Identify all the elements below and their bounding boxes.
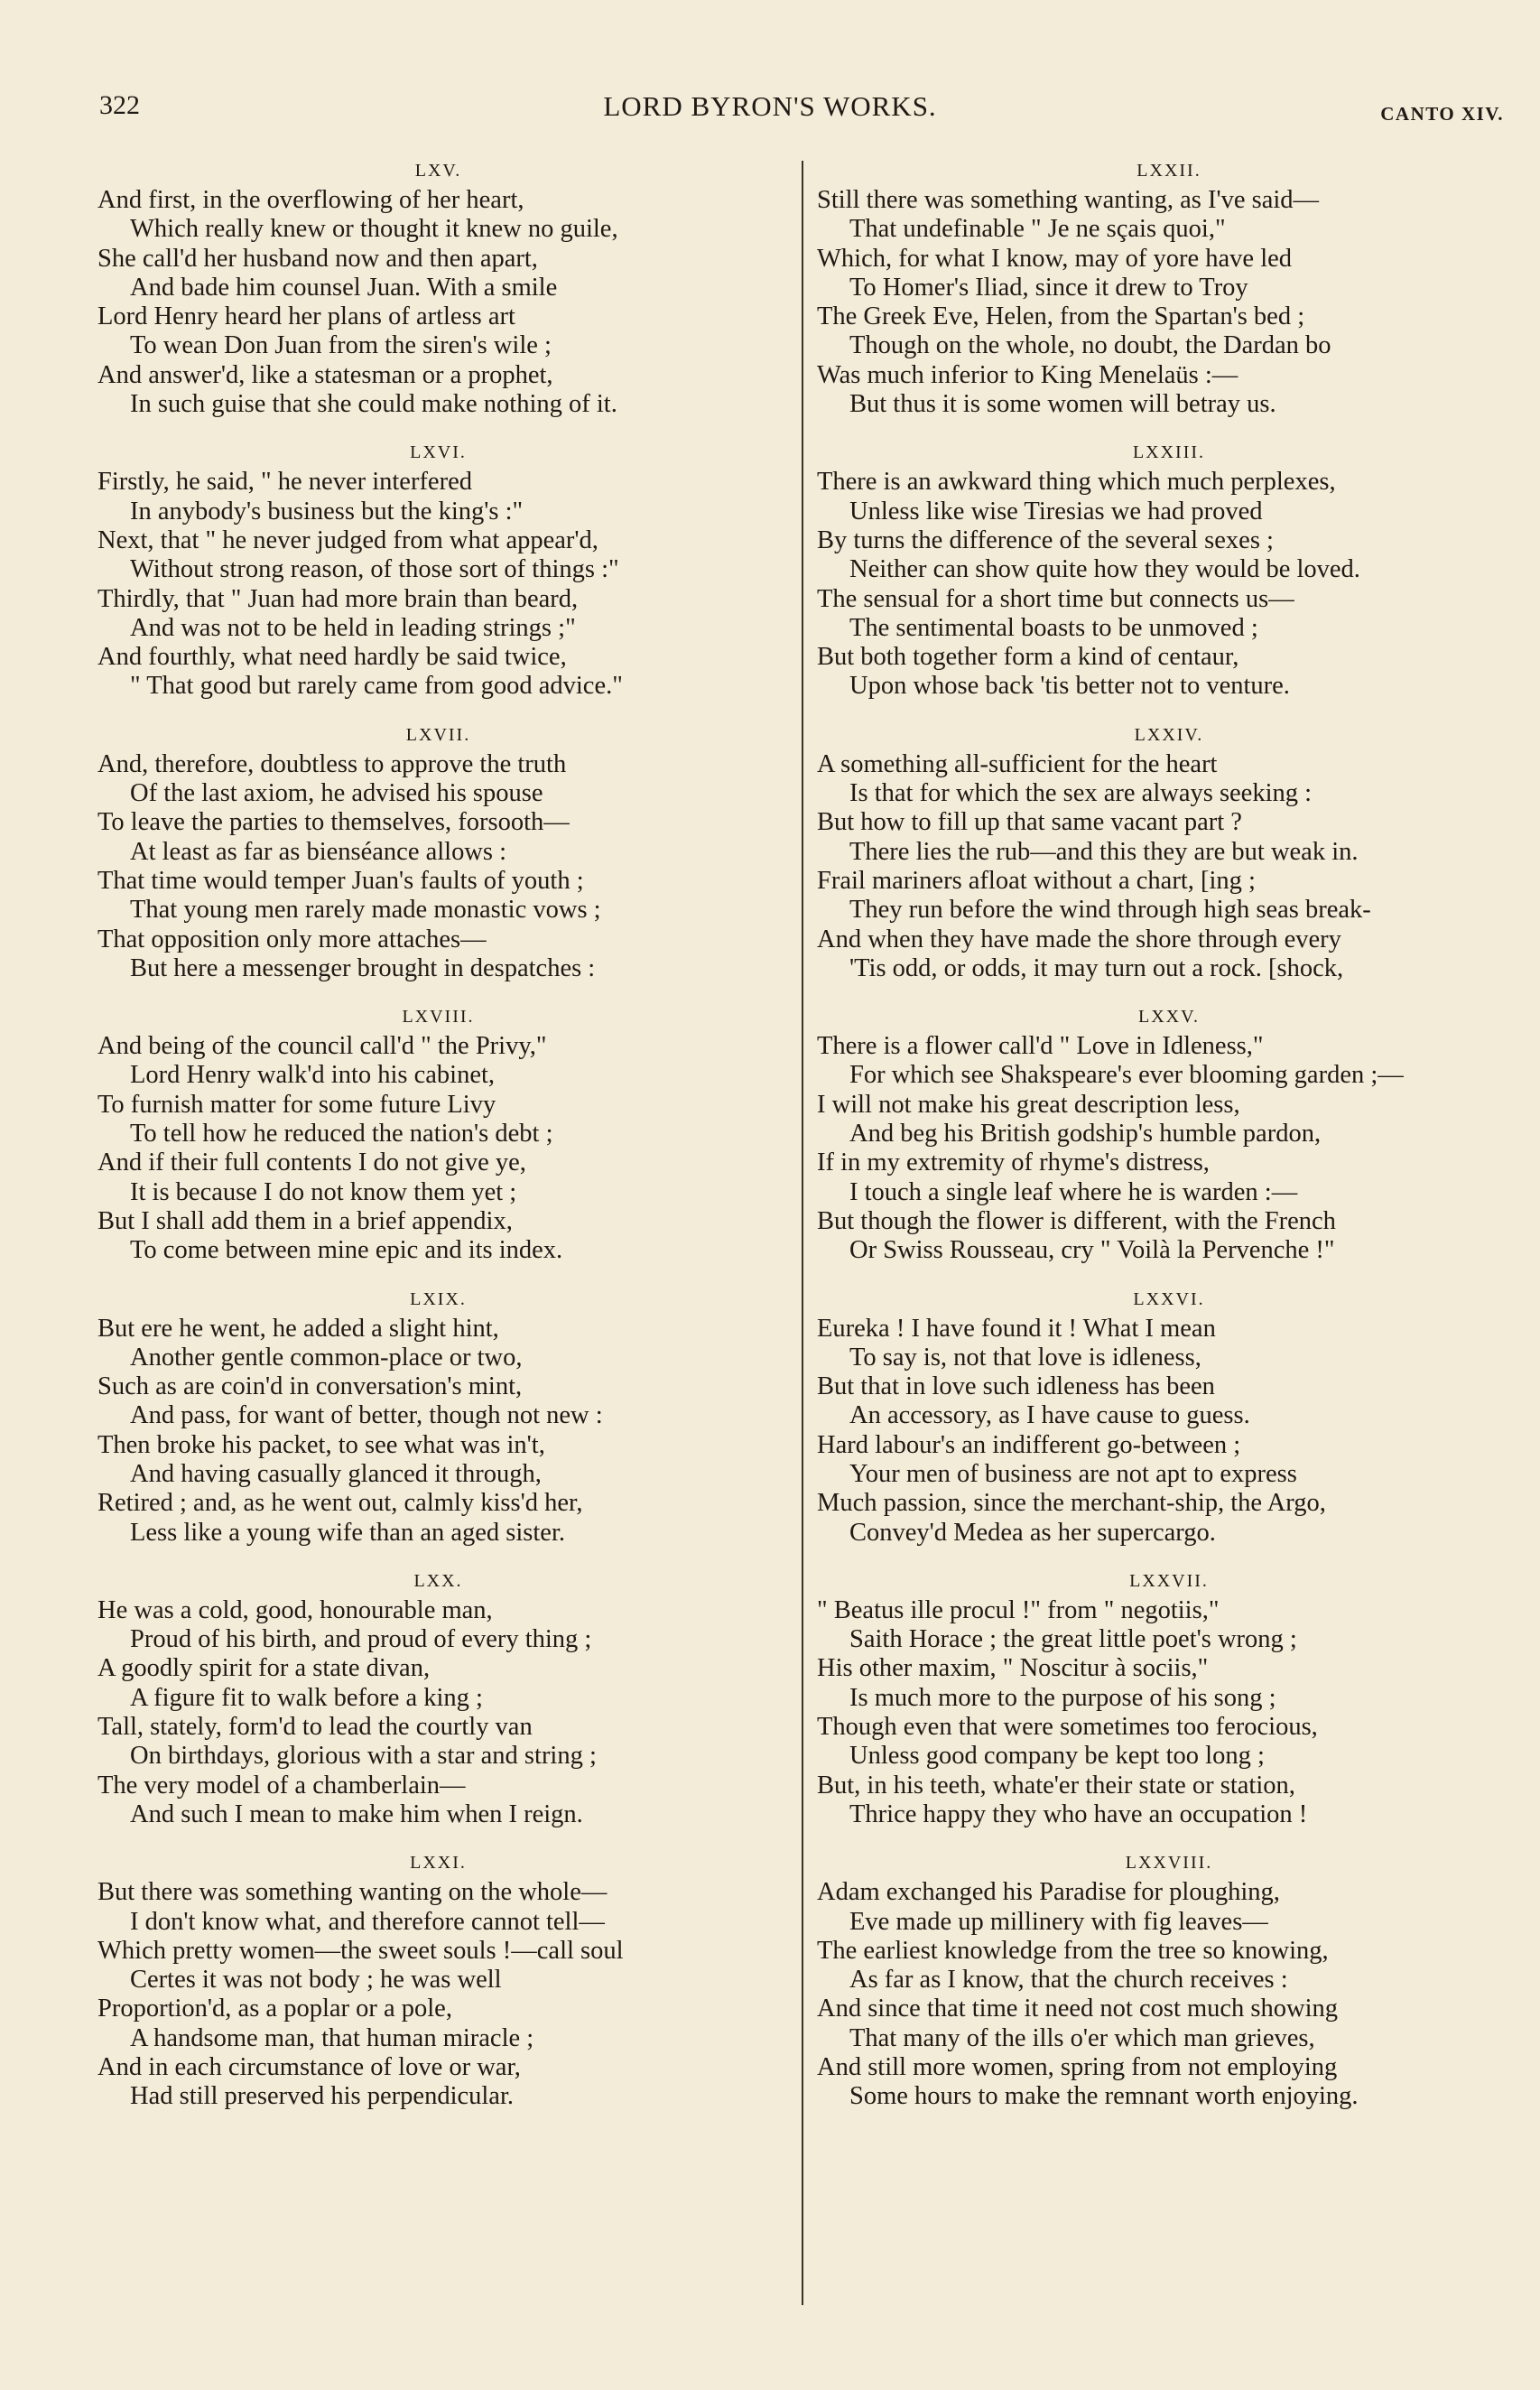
verse-line: That young men rarely made monastic vows ; [130,896,601,925]
stanza-gap [817,1266,1521,1284]
verse-line: Upon whose back 'tis better not to venture. [849,672,1290,701]
verse-line: And having casually glanced it through, [130,1459,542,1488]
verse-line: Which pretty women—the sweet souls !—call soul [97,1936,624,1965]
verse-line: But that in love such idleness has been [817,1372,1215,1401]
stanza [817,1847,1521,2111]
stanza [97,720,779,983]
stanza-gap [97,702,779,720]
stanza-numeral: LXXV. [1138,1007,1200,1028]
verse-line: The very model of a chamberlain— [97,1771,466,1799]
verse-line: Eve made up millinery with fig leaves— [849,1907,1268,1936]
page-number: 322 [99,90,140,120]
verse-line: Unless like wise Tiresias we had proved [849,497,1263,525]
verse-line: And being of the council call'd " the Privy," [97,1032,547,1061]
verse-line: Was much inferior to King Menelaüs :— [817,360,1238,389]
verse-line: Some hours to make the remnant worth enjoying. [849,2082,1359,2111]
verse-line: Such as are coin'd in conversation's mint, [97,1372,523,1401]
verse-line: To say is, not that love is idleness, [849,1343,1201,1372]
verse-line: Still there was something wanting, as I've said— [817,186,1320,214]
verse-line: And such I mean to make him when I reign. [130,1799,583,1828]
stanza-numeral: LXXVI. [1133,1288,1205,1309]
stanza-numeral: LXXIV. [1134,724,1204,745]
verse-line: Which, for what I know, may of yore have led [817,244,1293,273]
stanza [97,437,779,701]
verse-line: 'Tis odd, or odds, it may turn out a rock. [shock, [849,953,1344,982]
verse-line: But how to fill up that same vacant part ? [817,808,1242,837]
verse-line: Proportion'd, as a poplar or a pole, [97,1995,452,2023]
verse-line: Lord Henry heard her plans of artless art [97,302,515,331]
verse-line: I will not make his great description less, [817,1090,1240,1119]
stanza [817,1284,1521,1548]
verse-line: In anybody's business but the king's :" [130,497,524,525]
verse-line: Less like a young wife than an aged sister. [130,1518,565,1547]
stanza-gap [97,419,779,437]
verse-line: Much passion, since the merchant-ship, the Argo, [817,1489,1326,1518]
verse-line: A something all-sufficient for the heart [817,749,1218,778]
verse-line: It is because I do not know them yet ; [130,1177,517,1206]
verse-line: Adam exchanged his Paradise for ploughing, [817,1878,1280,1907]
verse-line: His other maxim, " Noscitur à sociis," [817,1654,1209,1683]
stanza [97,1847,779,2111]
verse-line: And if their full contents I do not give ye, [97,1149,526,1177]
verse-line: The earliest knowledge from the tree so knowing, [817,1936,1329,1965]
stanza-numeral: LXX. [413,1570,463,1591]
verse-line: For which see Shakspeare's ever blooming garden ;— [849,1061,1404,1090]
verse-line: Without strong reason, of those sort of things :" [130,555,619,584]
verse-line: Unless good company be kept too long ; [849,1742,1265,1771]
verse-line: Of the last axiom, he advised his spouse [130,779,543,808]
verse-line: Thirdly, that " Juan had more brain than beard, [97,584,579,613]
stanza-gap [817,1548,1521,1566]
verse-line: If in my extremity of rhyme's distress, [817,1149,1210,1177]
stanza-numeral: LXVIII. [402,1007,475,1028]
verse-line: Certes it was not body ; he was well [130,1966,502,1995]
stanza-gap [97,983,779,1001]
verse-line: Hard labour's an indifferent go-between ; [817,1430,1241,1459]
stanza-gap [817,419,1521,437]
verse-line: Is much more to the purpose of his song ; [849,1683,1276,1712]
stanza [817,437,1521,701]
stanza [817,1566,1521,1829]
verse-line: Or Swiss Rousseau, cry " Voilà la Pervenche !" [849,1236,1335,1265]
verse-line: A handsome man, that human miracle ; [130,2023,534,2052]
stanza [817,1001,1521,1265]
verse-line: Which really knew or thought it knew no guile, [130,215,618,244]
verse-line: An accessory, as I have cause to guess. [849,1401,1250,1430]
verse-line: But though the flower is different, with the French [817,1206,1336,1235]
verse-line: And still more women, spring from not employing [817,2053,1338,2082]
column-divider [802,161,803,2305]
verse-line: There is a flower call'd " Love in Idleness," [817,1032,1264,1061]
stanza [97,1001,779,1265]
verse-line: Neither can show quite how they would be loved. [849,555,1360,584]
stanza [97,155,779,419]
verse-line: They run before the wind through high seas break- [849,896,1371,925]
verse-line: Is that for which the sex are always seeking : [849,779,1313,808]
right-column [817,155,1521,2112]
verse-line: He was a cold, good, honourable man, [97,1595,493,1624]
verse-line: A goodly spirit for a state divan, [97,1654,431,1683]
verse-line: The Greek Eve, Helen, from the Spartan's bed ; [817,302,1305,331]
verse-line: And, therefore, doubtless to approve the truth [97,749,567,778]
stanza [817,155,1521,419]
verse-line: As far as I know, that the church receives : [849,1966,1288,1995]
verse-line: Then broke his packet, to see what was in't, [97,1430,545,1459]
verse-line: And fourthly, what need hardly be said twice, [97,643,567,672]
stanza-numeral: LXXI. [410,1853,467,1874]
verse-line: At least as far as bienséance allows : [130,837,507,866]
verse-line: Your men of business are not apt to express [849,1459,1297,1488]
verse-line: Eureka ! I have found it ! What I mean [817,1314,1216,1343]
verse-line: To furnish matter for some future Livy [97,1090,496,1119]
stanza-gap [817,702,1521,720]
verse-line: And pass, for want of better, though not new : [130,1401,603,1430]
stanza-numeral: LXVI. [410,442,467,463]
verse-line: That many of the ills o'er which man grieves, [849,2023,1315,2052]
verse-line: Retired ; and, as he went out, calmly kiss'd her, [97,1489,583,1518]
stanza-numeral: LXIX. [410,1288,467,1309]
verse-line: But I shall add them in a brief appendix, [97,1206,513,1235]
verse-line: And in each circumstance of love or war, [97,2053,521,2082]
page-header [0,90,1540,135]
stanza-numeral: LXXII. [1136,161,1201,181]
verse-line: But there was something wanting on the whole— [97,1878,608,1907]
stanza [97,1566,779,1829]
stanza-numeral: LXVII. [405,724,471,745]
verse-line: Saith Horace ; the great little poet's wrong ; [849,1625,1297,1654]
verse-line: And first, in the overflowing of her heart, [97,186,524,214]
stanza-gap [97,1829,779,1847]
verse-line: And beg his British godship's humble pardon, [849,1120,1322,1149]
verse-line: A figure fit to walk before a king ; [130,1683,483,1712]
verse-line: To tell how he reduced the nation's debt ; [130,1120,553,1149]
verse-line: The sentimental boasts to be unmoved ; [849,613,1258,642]
stanza-gap [97,1266,779,1284]
stanza-numeral: LXV. [414,161,462,181]
verse-line: " That good but rarely came from good advice." [130,672,623,701]
verse-line: I touch a single leaf where he is warden :— [849,1177,1298,1206]
verse-line: Had still preserved his perpendicular. [130,2082,514,2111]
verse-line: And bade him counsel Juan. With a smile [130,273,558,302]
verse-line: And answer'd, like a statesman or a prophet, [97,360,553,389]
verse-line: To come between mine epic and its index. [130,1236,563,1265]
verse-line: But thus it is some women will betray us. [849,390,1276,419]
verse-line: Another gentle common-place or two, [130,1343,523,1372]
verse-line: Lord Henry walk'd into his cabinet, [130,1061,496,1090]
stanza-numeral: LXXVII. [1129,1570,1209,1591]
verse-line: That undefinable " Je ne sçais quoi," [849,215,1226,244]
verse-line: Tall, stately, form'd to lead the courtly van [97,1713,533,1742]
verse-line: To Homer's Iliad, since it drew to Troy [849,273,1248,302]
verse-line: The sensual for a short time but connects us— [817,584,1294,613]
verse-line: Thrice happy they who have an occupation ! [849,1799,1308,1828]
verse-line: But both together form a kind of centaur, [817,643,1239,672]
running-title: LORD BYRON'S WORKS. [603,90,937,122]
stanza-gap [817,1829,1521,1847]
verse-line: On birthdays, glorious with a star and string ; [130,1742,597,1771]
verse-line: To wean Don Juan from the siren's wile ; [130,331,552,360]
verse-line: And was not to be held in leading strings ;" [130,613,576,642]
verse-line: There lies the rub—and this they are but weak in. [849,837,1359,866]
stanza-numeral: LXXVIII. [1125,1853,1213,1874]
verse-line: " Beatus ille procul !" from " negotiis," [817,1595,1220,1624]
stanza-numeral: LXXIII. [1132,442,1206,463]
canto-label: CANTO XIV. [1380,103,1504,125]
verse-line: To leave the parties to themselves, forsooth— [97,808,570,837]
verse-line: But ere he went, he added a slight hint, [97,1314,499,1343]
verse-line: Convey'd Medea as her supercargo. [849,1518,1216,1547]
verse-line: Firstly, he said, " he never interfered [97,468,472,497]
stanza [817,720,1521,983]
verse-line: She call'd her husband now and then apart, [97,244,538,273]
left-column [97,155,779,2112]
verse-line: By turns the difference of the several sexes ; [817,525,1274,554]
stanza-gap [97,1548,779,1566]
verse-line: Though even that were sometimes too ferocious, [817,1713,1318,1742]
verse-line: There is an awkward thing which much perplexes, [817,468,1336,497]
verse-line: That opposition only more attaches— [97,925,487,953]
verse-line: And when they have made the shore through every [817,925,1341,953]
verse-line: I don't know what, and therefore cannot tell— [130,1907,605,1936]
verse-line: Proud of his birth, and proud of every thing ; [130,1625,592,1654]
verse-line: But here a messenger brought in despatches : [130,953,596,982]
verse-line: In such guise that she could make nothing of it. [130,390,617,419]
stanza-gap [817,983,1521,1001]
verse-line: Though on the whole, no doubt, the Dardan bo [849,331,1331,360]
verse-line: That time would temper Juan's faults of youth ; [97,866,584,895]
verse-line: And since that time it need not cost much showing [817,1995,1339,2023]
verse-line: But, in his teeth, whate'er their state or station, [817,1771,1295,1799]
verse-line: Frail mariners afloat without a chart, [ing ; [817,866,1256,895]
verse-line: Next, that " he never judged from what appear'd, [97,525,598,554]
stanza [97,1284,779,1548]
